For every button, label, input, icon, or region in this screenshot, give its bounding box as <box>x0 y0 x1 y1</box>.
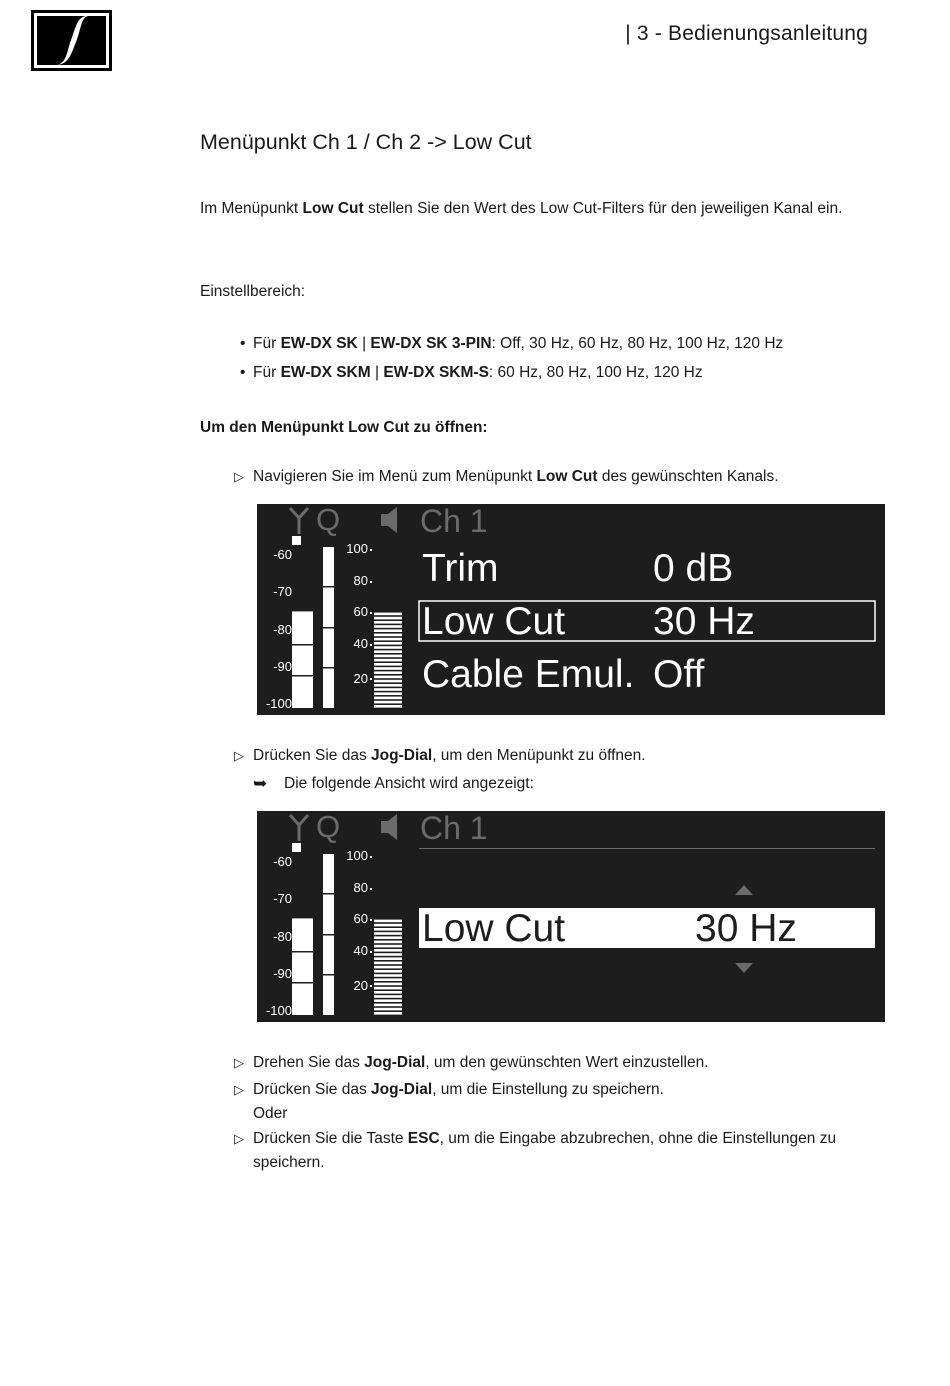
step-text: Navigieren Sie im Menü zum Menüpunkt <box>253 468 537 485</box>
scale-tick: -80 <box>273 622 292 637</box>
result-arrow-icon: ➥ <box>253 774 268 793</box>
step-text: Drücken Sie das <box>253 747 372 764</box>
edit-label: Low Cut <box>422 907 566 950</box>
edit-value: 30 Hz <box>695 907 797 950</box>
af-bar-segment <box>374 667 402 670</box>
bullet-icon: • <box>240 335 246 352</box>
af-meter-divider <box>323 974 334 976</box>
step-press-jog-dial <box>234 744 874 768</box>
step-esc <box>234 1127 874 1175</box>
rf-level-divider <box>292 982 313 984</box>
channel-label: Ch 1 <box>420 811 488 846</box>
scale-tick: -80 <box>273 929 292 944</box>
af-bar-segment <box>374 945 402 948</box>
bullet-model: EW-DX SK <box>280 335 358 352</box>
af-bar-segment <box>374 663 402 666</box>
af-bar-segment <box>374 613 402 616</box>
rf-level-bar <box>292 918 313 1015</box>
scale-tick: -90 <box>273 659 292 674</box>
af-bar-segment <box>374 920 402 923</box>
bullet-model: EW-DX SK 3-PIN <box>370 335 492 352</box>
scale-tick: 80 <box>353 573 368 588</box>
scale-tick: -100 <box>265 696 292 711</box>
step-text: Drücken Sie die Taste <box>253 1130 408 1147</box>
scale-tick: -70 <box>273 584 292 599</box>
af-bar-segment <box>374 617 402 620</box>
af-bar-segment <box>374 949 402 952</box>
bullet-values: : Off, 30 Hz, 60 Hz, 80 Hz, 100 Hz, 120 Hz <box>491 335 784 352</box>
menu-item-label: Low Cut <box>422 600 566 643</box>
af-level-meter <box>323 547 334 708</box>
af-bar-segment <box>374 697 402 700</box>
af-bar-segment <box>374 978 402 981</box>
step-bold: Jog-Dial <box>371 1081 433 1098</box>
step-triangle-icon: ▷ <box>234 469 244 484</box>
antenna-label: Q <box>316 504 341 537</box>
bullet-list <box>240 329 783 387</box>
bullet-model: EW-DX SKM-S <box>383 364 489 381</box>
step-navigate <box>234 465 874 489</box>
af-bar-segment <box>374 634 402 637</box>
af-bar-segment <box>374 705 402 708</box>
scale-tick: 40 <box>353 636 368 651</box>
af-bar-segment <box>374 688 402 691</box>
step-text-end: , um den gewünschten Wert einzustellen. <box>425 1054 709 1071</box>
bullet-icon: • <box>240 364 246 381</box>
scale-tick: 100 <box>346 541 368 556</box>
af-bar-segment <box>374 983 402 986</box>
antenna-label: Q <box>316 811 341 844</box>
scale-tick: -60 <box>273 854 292 869</box>
af-bar-segment <box>374 1008 402 1011</box>
bullet-separator: | <box>357 335 371 352</box>
sennheiser-logo-icon <box>31 10 112 71</box>
step-or: Oder <box>253 1105 288 1122</box>
rf-level-meter <box>292 611 313 708</box>
scale-tick: 20 <box>353 671 368 686</box>
af-bar-segment <box>374 957 402 960</box>
rf-level-bar <box>292 611 313 708</box>
step-bold: Jog-Dial <box>364 1054 426 1071</box>
af-bar-segment <box>374 621 402 624</box>
af-meter-divider <box>323 586 334 588</box>
rf-level-divider <box>292 644 313 646</box>
af-bar-segment <box>374 1012 402 1015</box>
scale-tick: -60 <box>273 547 292 562</box>
scale-tick: -90 <box>273 966 292 981</box>
af-meter-divider <box>323 893 334 895</box>
menu-item-label: Cable Emul. <box>422 653 635 696</box>
list-item <box>240 358 783 387</box>
af-bar-segment <box>374 646 402 649</box>
menu-item-label: Trim <box>422 547 499 590</box>
bullet-text: Für <box>253 335 281 352</box>
intro-text-end: stellen Sie den Wert des Low Cut-Filters für den jeweiligen Kanal ein. <box>363 200 843 217</box>
rf-peak-indicator <box>292 536 301 545</box>
step-bold: ESC <box>407 1130 440 1147</box>
af-bar-segment <box>374 676 402 679</box>
result-text: Die folgende Ansicht wird angezeigt: <box>284 775 534 792</box>
af-bargraph <box>374 613 402 708</box>
af-bar-segment <box>374 928 402 931</box>
step-save <box>234 1078 874 1126</box>
step-text-end: , um den Menüpunkt zu öffnen. <box>432 747 646 764</box>
header-divider <box>419 848 875 849</box>
af-bar-segment <box>374 642 402 645</box>
step-result <box>253 772 534 796</box>
channel-label: Ch 1 <box>420 504 488 539</box>
menu-item-value: 0 dB <box>653 547 734 590</box>
step-text-end: des gewünschten Kanals. <box>597 468 779 485</box>
range-label: Einstellbereich: <box>200 283 306 300</box>
af-bar-segment <box>374 932 402 935</box>
af-bar-segment <box>374 941 402 944</box>
scale-tick: 40 <box>353 943 368 958</box>
af-bar-segment <box>374 680 402 683</box>
list-item <box>240 329 783 358</box>
af-bar-segment <box>374 650 402 653</box>
af-meter-divider <box>323 667 334 669</box>
step-triangle-icon: ▷ <box>234 1131 244 1146</box>
bullet-values: : 60 Hz, 80 Hz, 100 Hz, 120 Hz <box>488 364 703 381</box>
af-bar-segment <box>374 953 402 956</box>
af-bar-segment <box>374 625 402 628</box>
af-bar-segment <box>374 629 402 632</box>
bullet-model: EW-DX SKM <box>280 364 371 381</box>
scale-tick: 100 <box>346 848 368 863</box>
af-bar-segment <box>374 684 402 687</box>
intro-bold: Low Cut <box>302 200 364 217</box>
bullet-separator: | <box>370 364 384 381</box>
scale-tick: 80 <box>353 880 368 895</box>
scale-tick: -70 <box>273 891 292 906</box>
scale-tick: 20 <box>353 978 368 993</box>
af-bargraph <box>374 920 402 1015</box>
rf-level-meter <box>292 918 313 1015</box>
menu-item-value: 30 Hz <box>653 600 755 643</box>
af-bar-segment <box>374 701 402 704</box>
open-heading: Um den Menüpunkt Low Cut zu öffnen: <box>200 419 488 436</box>
header-title: | 3 - Bedienungsanleitung <box>625 22 868 45</box>
step-bold: Jog-Dial <box>371 747 433 764</box>
step-triangle-icon: ▷ <box>234 1082 244 1097</box>
display-edit-view <box>257 811 885 1022</box>
intro-text: Im Menüpunkt <box>200 200 303 217</box>
af-bar-segment <box>374 692 402 695</box>
af-bar-segment <box>374 671 402 674</box>
rf-peak-indicator <box>292 843 301 852</box>
af-bar-segment <box>374 936 402 939</box>
af-bar-segment <box>374 987 402 990</box>
af-bar-segment <box>374 1004 402 1007</box>
intro-paragraph <box>200 197 865 221</box>
step-triangle-icon: ▷ <box>234 1055 244 1070</box>
step-text-end: , um die Eingabe abzubrechen, ohne die Einstellungen zu speichern. <box>253 1130 837 1171</box>
step-text: Drücken Sie das <box>253 1081 372 1098</box>
af-bar-segment <box>374 655 402 658</box>
scale-tick: 60 <box>353 911 368 926</box>
scale-tick: -100 <box>265 1003 292 1018</box>
af-bar-segment <box>374 995 402 998</box>
af-bar-segment <box>374 966 402 969</box>
af-bar-segment <box>374 999 402 1002</box>
step-text-end: , um die Einstellung zu speichern. <box>432 1081 664 1098</box>
step-turn-jog-dial <box>234 1051 874 1075</box>
af-bar-segment <box>374 638 402 641</box>
af-meter-divider <box>323 627 334 629</box>
af-level-meter <box>323 854 334 1015</box>
af-bar-segment <box>374 991 402 994</box>
af-bar-segment <box>374 659 402 662</box>
af-bar-segment <box>374 962 402 965</box>
rf-level-divider <box>292 951 313 953</box>
menu-item-value: Off <box>653 653 705 696</box>
af-bar-segment <box>374 974 402 977</box>
display-menu-list <box>257 504 885 715</box>
af-bar-segment <box>374 924 402 927</box>
step-triangle-icon: ▷ <box>234 748 244 763</box>
section-title: Menüpunkt Ch 1 / Ch 2 -> Low Cut <box>200 130 532 154</box>
step-text: Drehen Sie das <box>253 1054 365 1071</box>
rf-level-divider <box>292 675 313 677</box>
bullet-text: Für <box>253 364 281 381</box>
step-bold: Low Cut <box>536 468 598 485</box>
af-bar-segment <box>374 970 402 973</box>
af-meter-divider <box>323 934 334 936</box>
scale-tick: 60 <box>353 604 368 619</box>
